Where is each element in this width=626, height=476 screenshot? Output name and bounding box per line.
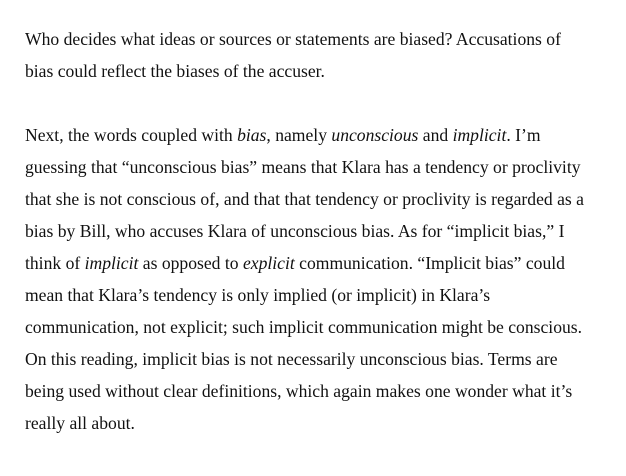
paragraph-2	[25, 119, 621, 439]
text-run: being used without clear definitions, which again makes one wonder what it’s	[25, 381, 573, 401]
text-run: guessing that “unconscious bias” means that Klara has a tendency or proclivity	[25, 157, 581, 177]
text-run: communication. “Implicit bias” could	[294, 253, 565, 273]
text-run: that she is not conscious of, and that that tendency or proclivity is regarded as a	[25, 189, 584, 209]
italic-term: unconscious	[331, 125, 419, 145]
italic-term: bias	[237, 125, 267, 145]
text-run: bias could reflect the biases of the accuser.	[25, 61, 325, 81]
text-line	[25, 343, 621, 375]
text-run: really all about.	[25, 413, 135, 433]
text-line	[25, 215, 621, 247]
text-run: . I’m	[506, 125, 541, 145]
text-line	[25, 55, 621, 87]
text-run: On this reading, implicit bias is not necessarily unconscious bias. Terms are	[25, 349, 558, 369]
italic-term: implicit	[84, 253, 139, 273]
text-line	[25, 279, 621, 311]
text-line	[25, 23, 621, 55]
text-line	[25, 247, 621, 279]
text-line	[25, 119, 621, 151]
paragraph-spacer	[25, 87, 621, 119]
italic-term: explicit	[242, 253, 295, 273]
text-run: communication, not explicit; such implicit communication might be conscious.	[25, 317, 583, 337]
text-run: think of	[25, 253, 85, 273]
text-run: , namely	[266, 125, 332, 145]
italic-term: implicit	[452, 125, 507, 145]
text-run: Next, the words coupled with	[25, 125, 238, 145]
text-run: Who decides what ideas or sources or statements are biased? Accusations of	[25, 29, 561, 49]
text-run: as opposed to	[138, 253, 243, 273]
text-line	[25, 407, 621, 439]
text-line	[25, 375, 621, 407]
text-line	[25, 183, 621, 215]
text-line	[25, 151, 621, 183]
text-run: and	[418, 125, 453, 145]
document-body	[25, 23, 621, 439]
text-line	[25, 311, 621, 343]
text-run: mean that Klara’s tendency is only implied (or implicit) in Klara’s	[25, 285, 491, 305]
paragraph-1	[25, 23, 621, 87]
text-run: bias by Bill, who accuses Klara of unconscious bias. As for “implicit bias,” I	[25, 221, 565, 241]
